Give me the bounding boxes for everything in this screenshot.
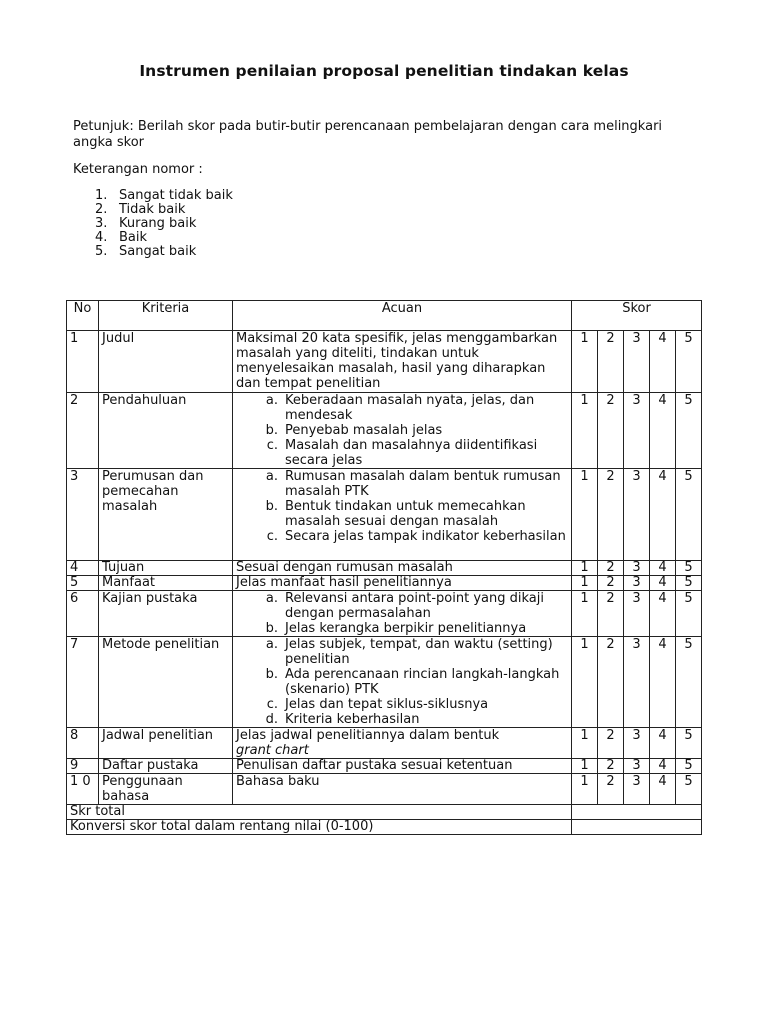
score-option-3: 3: [624, 469, 650, 561]
score-option-1: 1: [572, 561, 598, 576]
acuan-item-marker: d.: [265, 712, 278, 727]
score-option-4: 4: [650, 393, 676, 469]
level-item: [95, 217, 233, 231]
total-score-cell: [572, 805, 702, 820]
conversion-row: [67, 820, 702, 835]
acuan-item-text: Penyebab masalah jelas: [285, 423, 443, 438]
acuan-text: Maksimal 20 kata spesifik, jelas menggambarkan masalah yang diteliti, tindakan untuk menyelesaikan masalah, hasil yang diharapkan dan tempat penelitian: [236, 331, 558, 391]
score-option-1: 1: [572, 774, 598, 805]
score-option-2: 2: [598, 774, 624, 805]
score-option-4: 4: [650, 331, 676, 393]
level-number: 1.: [95, 188, 108, 203]
conversion-score-cell: [572, 820, 702, 835]
acuan-item: [236, 529, 568, 544]
acuan-text: Jelas jadwal penelitiannya dalam bentuk: [236, 728, 500, 743]
row-acuan: [233, 561, 572, 576]
row-acuan: [233, 759, 572, 774]
acuan-item-marker: b.: [265, 499, 278, 514]
acuan-text: Jelas manfaat hasil penelitiannya: [236, 575, 452, 590]
row-acuan: [233, 393, 572, 469]
total-label: Skr total: [67, 805, 572, 820]
table-row: [67, 759, 702, 774]
acuan-text: Penulisan daftar pustaka sesuai ketentuan: [236, 758, 513, 773]
assessment-table: [66, 300, 702, 835]
score-option-2: 2: [598, 469, 624, 561]
row-kriteria: Tujuan: [99, 561, 233, 576]
row-kriteria: Metode penelitian: [99, 637, 233, 728]
score-option-2: 2: [598, 393, 624, 469]
score-option-3: 3: [624, 576, 650, 591]
row-number: 2: [67, 393, 99, 469]
score-option-4: 4: [650, 774, 676, 805]
row-number: 9: [67, 759, 99, 774]
table-row: [67, 591, 702, 637]
score-option-5: 5: [676, 576, 702, 591]
acuan-list: [236, 591, 568, 636]
row-acuan: [233, 774, 572, 805]
row-number: 1 0: [67, 774, 99, 805]
acuan-item-text: Ada perencanaan rincian langkah-langkah (skenario) PTK: [285, 667, 560, 697]
level-number: 2.: [95, 202, 108, 217]
score-option-1: 1: [572, 637, 598, 728]
header-acuan: Acuan: [233, 301, 572, 331]
score-option-3: 3: [624, 561, 650, 576]
table-row: [67, 576, 702, 591]
score-option-2: 2: [598, 561, 624, 576]
header-no: No: [67, 301, 99, 331]
row-number: 6: [67, 591, 99, 637]
score-option-1: 1: [572, 469, 598, 561]
acuan-text: Sesuai dengan rumusan masalah: [236, 560, 453, 575]
level-number: 3.: [95, 216, 108, 231]
level-number: 5.: [95, 244, 108, 259]
acuan-item-marker: c.: [266, 529, 278, 544]
row-number: 5: [67, 576, 99, 591]
score-option-5: 5: [676, 774, 702, 805]
score-option-1: 1: [572, 591, 598, 637]
row-number: 8: [67, 728, 99, 759]
score-option-5: 5: [676, 469, 702, 561]
row-kriteria: Judul: [99, 331, 233, 393]
acuan-item: [236, 697, 568, 712]
score-option-2: 2: [598, 637, 624, 728]
score-option-5: 5: [676, 637, 702, 728]
row-kriteria: Penggunaan bahasa: [99, 774, 233, 805]
score-option-4: 4: [650, 591, 676, 637]
row-kriteria: Perumusan dan pemecahan masalah: [99, 469, 233, 561]
level-label: Sangat tidak baik: [119, 188, 233, 203]
row-acuan: [233, 469, 572, 561]
row-acuan: [233, 331, 572, 393]
score-option-4: 4: [650, 561, 676, 576]
acuan-item-text: Kriteria keberhasilan: [285, 712, 420, 727]
score-option-5: 5: [676, 561, 702, 576]
row-kriteria: Jadwal penelitian: [99, 728, 233, 759]
table-row: [67, 393, 702, 469]
table-row: [67, 331, 702, 393]
acuan-item-text: Rumusan masalah dalam bentuk rumusan masalah PTK: [285, 469, 561, 499]
score-option-3: 3: [624, 759, 650, 774]
acuan-item-text: Jelas subjek, tempat, dan waktu (setting) penelitian: [285, 637, 553, 667]
row-kriteria: Daftar pustaka: [99, 759, 233, 774]
table-row: [67, 728, 702, 759]
row-number: 3: [67, 469, 99, 561]
score-option-1: 1: [572, 331, 598, 393]
row-acuan: [233, 576, 572, 591]
row-kriteria: Pendahuluan: [99, 393, 233, 469]
score-option-3: 3: [624, 774, 650, 805]
acuan-item-text: Secara jelas tampak indikator keberhasilan: [285, 529, 566, 544]
acuan-item: [236, 499, 568, 529]
acuan-item: [236, 712, 568, 727]
acuan-item-text: Bentuk tindakan untuk memecahkan masalah sesuai dengan masalah: [285, 499, 526, 529]
acuan-item-marker: b.: [265, 621, 278, 636]
instruction-text: Petunjuk: Berilah skor pada butir-butir perencanaan pembelajaran dengan cara melingkari angka skor: [73, 119, 663, 150]
acuan-item: [236, 591, 568, 621]
header-kriteria: Kriteria: [99, 301, 233, 331]
acuan-list: [236, 637, 568, 727]
conversion-label: Konversi skor total dalam rentang nilai (0-100): [67, 820, 572, 835]
score-option-3: 3: [624, 637, 650, 728]
row-number: 7: [67, 637, 99, 728]
score-option-1: 1: [572, 393, 598, 469]
score-option-4: 4: [650, 576, 676, 591]
level-label: Tidak baik: [119, 202, 186, 217]
score-option-2: 2: [598, 576, 624, 591]
score-option-3: 3: [624, 728, 650, 759]
acuan-item-marker: c.: [266, 697, 278, 712]
acuan-item-marker: a.: [265, 637, 278, 652]
score-option-2: 2: [598, 591, 624, 637]
acuan-item-text: Relevansi antara point-point yang dikaji dengan permasalahan: [285, 591, 544, 621]
acuan-item-text: Jelas kerangka berpikir penelitiannya: [285, 621, 527, 636]
acuan-item: [236, 438, 568, 468]
score-option-2: 2: [598, 759, 624, 774]
acuan-list: [236, 469, 568, 544]
acuan-item-text: Masalah dan masalahnya diidentifikasi secara jelas: [285, 438, 538, 468]
score-option-1: 1: [572, 759, 598, 774]
header-skor: Skor: [572, 301, 702, 331]
acuan-item: [236, 393, 568, 423]
acuan-item: [236, 637, 568, 667]
score-option-5: 5: [676, 393, 702, 469]
score-option-4: 4: [650, 759, 676, 774]
acuan-item-text: Keberadaan masalah nyata, jelas, dan mendesak: [285, 393, 535, 423]
score-option-3: 3: [624, 591, 650, 637]
acuan-item: [236, 469, 568, 499]
total-row: [67, 805, 702, 820]
score-option-4: 4: [650, 469, 676, 561]
row-number: 1: [67, 331, 99, 393]
acuan-item: [236, 423, 568, 438]
row-number: 4: [67, 561, 99, 576]
document-title: Instrumen penilaian proposal penelitian tindakan kelas: [139, 62, 629, 80]
acuan-item-marker: a.: [265, 393, 278, 408]
score-option-5: 5: [676, 331, 702, 393]
score-option-2: 2: [598, 728, 624, 759]
table-header-row: [67, 301, 702, 331]
table-row: [67, 637, 702, 728]
acuan-item-marker: c.: [266, 438, 278, 453]
acuan-item-marker: b.: [265, 423, 278, 438]
score-option-3: 3: [624, 331, 650, 393]
acuan-item: [236, 667, 568, 697]
row-acuan: [233, 591, 572, 637]
table-row: [67, 774, 702, 805]
level-item: [95, 231, 233, 245]
legend-label: Keterangan nomor :: [73, 162, 203, 177]
level-label: Kurang baik: [119, 216, 197, 231]
score-option-5: 5: [676, 759, 702, 774]
row-acuan: [233, 728, 572, 759]
acuan-item-text: Jelas dan tepat siklus-siklusnya: [285, 697, 489, 712]
acuan-item: [236, 621, 568, 636]
row-kriteria: Kajian pustaka: [99, 591, 233, 637]
score-option-2: 2: [598, 331, 624, 393]
row-kriteria: Manfaat: [99, 576, 233, 591]
score-level-list: [95, 189, 233, 259]
row-acuan: [233, 637, 572, 728]
score-option-1: 1: [572, 728, 598, 759]
level-label: Sangat baik: [119, 244, 197, 259]
level-label: Baik: [119, 230, 148, 245]
score-option-4: 4: [650, 637, 676, 728]
acuan-text: Bahasa baku: [236, 774, 320, 789]
score-option-1: 1: [572, 576, 598, 591]
level-item: [95, 189, 233, 203]
acuan-italic-text: grant chart: [236, 743, 309, 758]
score-option-5: 5: [676, 591, 702, 637]
score-option-5: 5: [676, 728, 702, 759]
acuan-list: [236, 393, 568, 468]
acuan-item-marker: b.: [265, 667, 278, 682]
score-option-3: 3: [624, 393, 650, 469]
level-item: [95, 245, 233, 259]
table-row: [67, 469, 702, 561]
level-number: 4.: [95, 230, 108, 245]
acuan-item-marker: a.: [265, 591, 278, 606]
level-item: [95, 203, 233, 217]
acuan-item-marker: a.: [265, 469, 278, 484]
table-row: [67, 561, 702, 576]
score-option-4: 4: [650, 728, 676, 759]
